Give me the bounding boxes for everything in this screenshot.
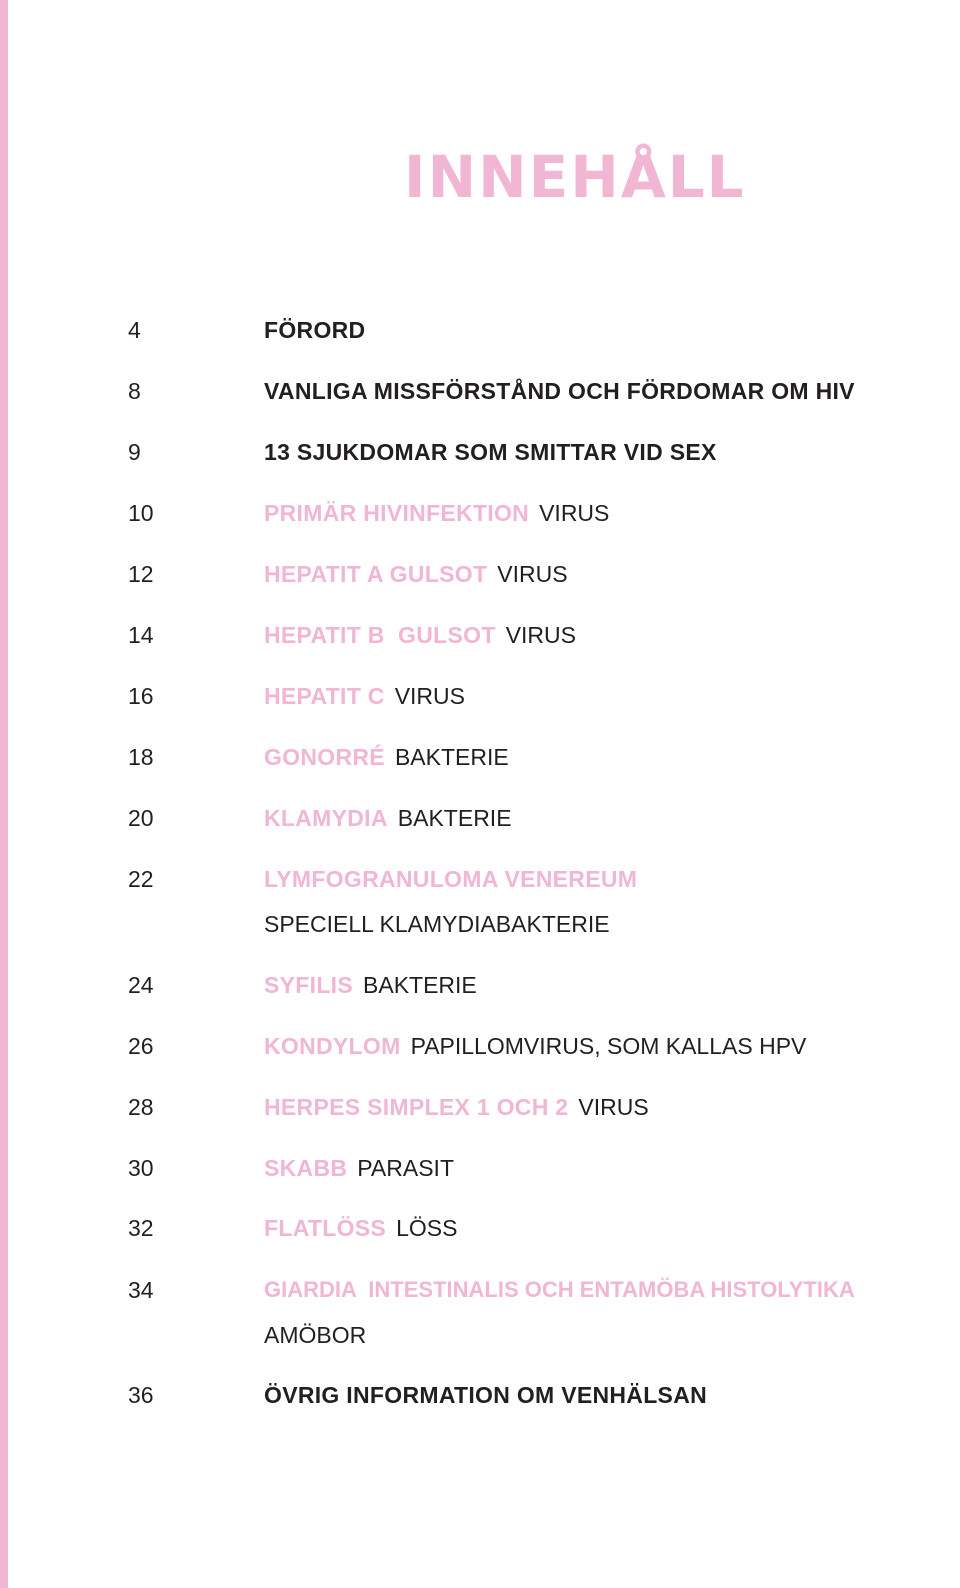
page-number: 9 [128, 439, 141, 465]
entry-title: HERPES SIMPLEX 1 OCH 2 [264, 1094, 569, 1120]
toc-entry[interactable] [264, 743, 509, 773]
entry-type: AMÖBOR [264, 1322, 367, 1348]
entry-title: VANLIGA MISSFÖRSTÅND OCH FÖRDOMAR OM HIV [264, 378, 855, 404]
toc-row-herpes[interactable] [0, 1093, 960, 1133]
entry-title: SYFILIS [264, 972, 354, 998]
entry-type: LÖSS [396, 1215, 458, 1241]
entry-type: SPECIELL KLAMYDIABAKTERIE [264, 911, 610, 937]
toc-row-hepatit-c[interactable] [0, 682, 960, 722]
entry-title: FLATLÖSS [264, 1215, 387, 1241]
toc-entry[interactable] [264, 560, 568, 590]
entry-title: FÖRORD [264, 317, 366, 343]
entry-type: BAKTERIE [394, 744, 509, 770]
entry-title: HEPATIT C [264, 683, 385, 709]
entry-type: PAPILLOMVIRUS, SOM KALLAS HPV [410, 1033, 807, 1059]
entry-type: VIRUS [578, 1094, 649, 1120]
page-number: 32 [128, 1215, 154, 1241]
entry-title: HEPATIT B GULSOT [264, 622, 496, 648]
entry-title: PRIMÄR HIVINFEKTION [264, 500, 530, 526]
page-number: 34 [128, 1277, 154, 1303]
page-number: 16 [128, 683, 154, 709]
page-number: 18 [128, 744, 154, 770]
entry-title: SKABB [264, 1155, 348, 1181]
toc-row-giardia[interactable] [0, 1276, 960, 1360]
page-number: 4 [128, 317, 141, 343]
toc-row-missforstand[interactable] [0, 377, 960, 417]
page-number: 28 [128, 1094, 154, 1120]
entry-title: GONORRÉ [264, 744, 385, 770]
entry-type: VIRUS [497, 561, 568, 587]
toc-entry[interactable] [264, 1381, 707, 1411]
toc-row-syfilis[interactable] [0, 971, 960, 1011]
entry-title: ÖVRIG INFORMATION OM VENHÄLSAN [264, 1382, 708, 1408]
toc-entry[interactable] [264, 971, 477, 1001]
toc-row-ovrig-information[interactable] [0, 1381, 960, 1421]
entry-type: VIRUS [394, 683, 465, 709]
page-number: 24 [128, 972, 154, 998]
toc-row-klamydia[interactable] [0, 804, 960, 844]
toc-row-gonorre[interactable] [0, 743, 960, 783]
entry-title: 13 SJUKDOMAR SOM SMITTAR VID SEX [264, 439, 717, 465]
entry-title: GIARDIA INTESTINALIS OCH ENTAMÖBA HISTOLYTIKA [264, 1277, 855, 1302]
toc-entry[interactable] [264, 1093, 649, 1123]
toc-entry[interactable] [264, 499, 609, 529]
page-number: 30 [128, 1155, 154, 1181]
toc-entry[interactable] [264, 1276, 855, 1305]
entry-title: KONDYLOM [264, 1033, 401, 1059]
page-number: 22 [128, 866, 154, 892]
toc-entry[interactable] [264, 804, 512, 834]
toc-row-forord[interactable] [0, 316, 960, 356]
toc-entry[interactable] [264, 1154, 454, 1184]
toc-entry[interactable] [264, 1214, 457, 1244]
toc-row-primar-hiv[interactable] [0, 499, 960, 539]
toc-row-hepatit-b[interactable] [0, 621, 960, 661]
toc-entry[interactable] [264, 621, 576, 651]
entry-title: LYMFOGRANULOMA VENEREUM [264, 866, 638, 892]
page-number: 20 [128, 805, 154, 831]
page-number: 10 [128, 500, 154, 526]
entry-type: VIRUS [505, 622, 576, 648]
toc-entry[interactable] [264, 377, 855, 407]
toc-entry[interactable] [264, 865, 637, 895]
page-number: 14 [128, 622, 154, 648]
toc-row-skabb[interactable] [0, 1154, 960, 1194]
page-number: 8 [128, 378, 141, 404]
entry-type: BAKTERIE [363, 972, 477, 998]
toc-row-13-sjukdomar[interactable] [0, 438, 960, 478]
toc-row-hepatit-a[interactable] [0, 560, 960, 600]
page-number: 12 [128, 561, 154, 587]
entry-type: VIRUS [539, 500, 610, 526]
entry-title: HEPATIT A GULSOT [264, 561, 488, 587]
toc-entry[interactable] [264, 1032, 806, 1062]
toc-entry[interactable] [264, 682, 465, 712]
toc-row-flatloss[interactable] [0, 1214, 960, 1254]
entry-title: KLAMYDIA [264, 805, 388, 831]
entry-type: BAKTERIE [397, 805, 512, 831]
page-number: 26 [128, 1033, 154, 1059]
toc-row-kondylom[interactable] [0, 1032, 960, 1072]
toc-entry[interactable] [264, 316, 365, 346]
toc-entry[interactable] [264, 438, 717, 468]
page-title: INNEHÅLL [404, 143, 746, 211]
entry-type: PARASIT [357, 1155, 454, 1181]
page-number: 36 [128, 1382, 154, 1408]
toc-row-lymfogranuloma[interactable] [0, 865, 960, 949]
